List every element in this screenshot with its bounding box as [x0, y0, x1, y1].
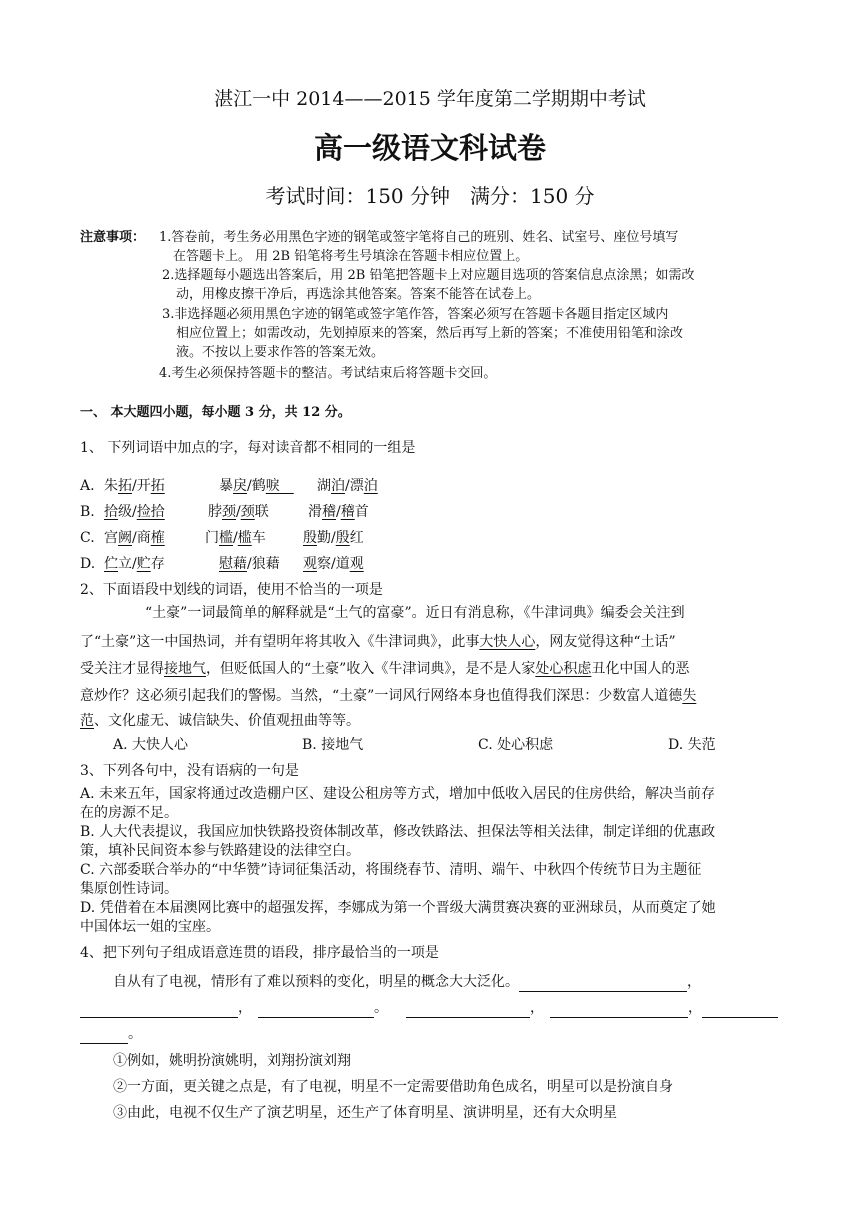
q1-option-d-pair-3: 观察/道观 — [303, 556, 364, 572]
q4-item: ②一方面，更关键之点是，有了电视，明星不一定需要借助角色成名，明星可以是扮演自身 — [113, 1079, 673, 1095]
note-item: 2.选择题每小题选出答案后，用 2B 铅笔把答题卡上对应题目选项的答案信息点涂黑；如需改 — [162, 268, 695, 283]
q1-option-b-pair-3: 滑稽/稽首 — [308, 504, 369, 520]
q1-option-a-pair-3: 湖泊/漂泊 — [317, 478, 378, 494]
note-item: 1.答卷前，考生务必用黑色字迹的钢笔或签字笔将自己的班别、姓名、试室号、座位号填写 — [159, 230, 679, 245]
q1-option-d: D. — [80, 556, 96, 572]
q3-option-b-cont: 策，填补民间资本参与铁路建设的法律空白。 — [80, 843, 360, 859]
q3-option-d: D. 凭借着在本届澳网比赛中的超强发挥，李娜成为第一个晋级大满贯赛决赛的亚洲球员，从而奠定了她 — [80, 900, 716, 916]
note-item: 4.考生必须保持答题卡的整洁。考试结束后将答题卡交回。 — [159, 366, 497, 381]
q1-option-c-pair-3: 殷勤/殷红 — [303, 530, 364, 546]
q1-option-b-pair-1: 拾级/捡拾 — [104, 504, 165, 520]
q2-passage-line: 了“土豪”这一中国热词，并有望明年将其收入《牛津词典》，此事大快人心，网友觉得这种“土话” — [80, 634, 676, 650]
answer-blank[interactable] — [258, 1001, 374, 1018]
question-4-stem: 4、把下列句子组成语意连贯的语段，排序最恰当的一项是 — [80, 945, 439, 961]
answer-blank[interactable] — [80, 1001, 238, 1018]
q3-option-b: B. 人大代表提议，我国应加快铁路投资体制改革，修改铁路法、担保法等相关法律，制定详细的优惠政 — [80, 824, 716, 840]
q2-passage-line: 范、文化虚无、诚信缺失、价值观扭曲等等。 — [80, 713, 360, 729]
q1-option-c-pair-1: 宫阙/商榷 — [104, 530, 165, 546]
q2-option: D. 失范 — [668, 737, 716, 753]
q4-lead-line: 自从有了电视，情形有了难以预料的变化，明星的概念大大泛化。 ， — [113, 974, 701, 990]
answer-blank[interactable] — [519, 975, 687, 992]
q2-option: B. 接地气 — [302, 737, 364, 753]
q3-option-a: A. 未来五年，国家将通过改造棚户区、建设公租房等方式，增加中低收入居民的住房供给，解决当前存 — [80, 786, 716, 802]
notes-label: 注意事项： — [80, 230, 146, 245]
q1-option-a-pair-1: 朱拓/开拓 — [104, 478, 165, 494]
q1-option-c: C. — [80, 530, 95, 546]
q4-item: ③由此，电视不仅生产了演艺明星，还生产了体育明星、演讲明星，还有大众明星 — [113, 1105, 617, 1121]
q3-option-c: C. 六部委联合举办的“中华赞”诗词征集活动，将围绕春节、清明、端午、中秋四个传统节日为主题征 — [80, 862, 702, 878]
paper-title: 高一级语文科试卷 — [313, 131, 546, 165]
exam-title: 湛江一中 2014——2015 学年度第二学期期中考试 — [214, 88, 646, 110]
q3-option-c-cont: 集原创性诗词。 — [80, 881, 178, 897]
q2-option: A. 大快人心 — [113, 737, 189, 753]
answer-blank[interactable] — [406, 1001, 530, 1018]
q1-option-c-pair-2: 门槛/槛车 — [205, 530, 266, 546]
q4-item: ①例如，姚明扮演姚明，刘翔扮演刘翔 — [113, 1053, 351, 1069]
q1-option-a: A. — [80, 478, 95, 494]
answer-blank[interactable] — [80, 1027, 128, 1044]
q3-option-d-cont: 中国体坛一姐的宝座。 — [80, 919, 220, 935]
q1-option-a-pair-2: 暴戾/鹤唳 — [219, 478, 294, 494]
q1-option-d-pair-1: 伫立/贮存 — [104, 556, 165, 572]
q1-option-b-pair-2: 脖颈/颈联 — [208, 504, 269, 520]
q1-option-d-pair-2: 慰藉/狼藉 — [219, 556, 280, 572]
q2-passage-line: 受关注才显得接地气，但贬低国人的“土豪”收入《牛津词典》，是不是人家处心积虑丑化中国人的恶 — [80, 661, 690, 677]
exam-info: 考试时间：150 分钟 满分：150 分 — [265, 184, 595, 208]
answer-blank[interactable] — [550, 1001, 688, 1018]
q4-blank-line: 。 — [80, 1024, 142, 1044]
q1-option-b: B. — [80, 504, 95, 520]
question-1-stem: 1、 下列词语中加点的字，每对读音都不相同的一组是 — [80, 440, 416, 456]
q3-option-a-cont: 在的房源不足。 — [80, 805, 178, 821]
q2-passage-line: “土豪”一词最简单的解释就是“土气的富豪”。近日有消息称，《牛津词典》编委会关注到 — [145, 605, 685, 621]
note-item: 在答题卡上。 用 2B 铅笔将考生号填涂在答题卡相应位置上。 — [173, 249, 529, 264]
note-item: 动，用橡皮擦干净后，再选涂其他答案。答案不能答在试卷上。 — [176, 287, 541, 302]
note-item: 相应位置上；如需改动，先划掉原来的答案，然后再写上新的答案；不准使用铅笔和涂改 — [176, 326, 684, 341]
note-item: 3.非选择题必须用黑色字迹的钢笔或签字笔作答，答案必须写在答题卡各题目指定区域内 — [162, 307, 669, 322]
note-item: 液。不按以上要求作答的答案无效。 — [176, 345, 385, 360]
answer-blank[interactable] — [702, 1001, 778, 1018]
q4-blank-line: ， ， — [406, 998, 778, 1018]
section-heading: 一、 本大题四小题，每小题 3 分，共 12 分。 — [80, 405, 351, 420]
question-3-stem: 3、下列各句中，没有语病的一句是 — [80, 763, 299, 779]
question-2-stem: 2、下面语段中划线的词语，使用不恰当的一项是 — [80, 582, 383, 598]
q2-passage-line: 意炒作？这必须引起我们的警惕。当然，“土豪”一词风行网络本身也值得我们深思：少数富人道德失 — [80, 688, 697, 704]
q2-option: C. 处心积虑 — [478, 737, 554, 753]
q4-blank-line: ， 。 — [80, 998, 388, 1018]
